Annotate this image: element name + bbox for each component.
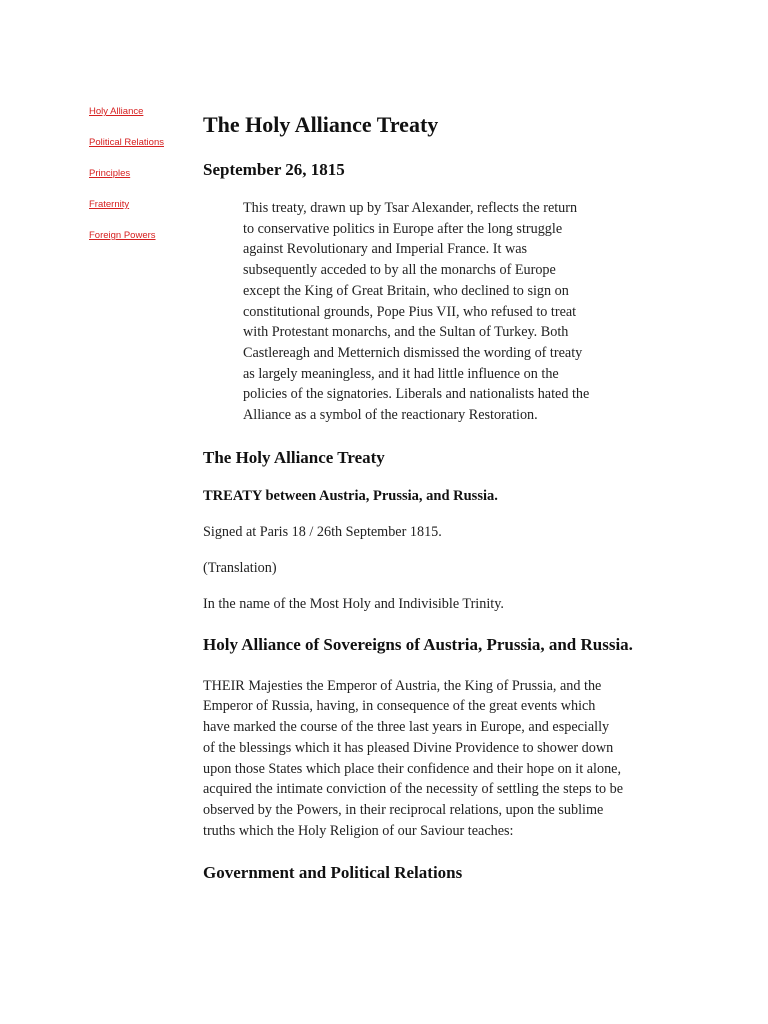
page-title: The Holy Alliance Treaty (203, 112, 439, 137)
nav-link-fraternity[interactable]: Fraternity (89, 199, 130, 210)
section-heading-sovereigns: Holy Alliance of Sovereigns of Austria, Prussia, and Russia. (203, 634, 633, 654)
treaty-subtitle: TREATY between Austria, Prussia, and Russia. (203, 487, 498, 504)
preamble-line: observed by the Powers, in their reciprocal relations, upon the sublime (203, 801, 604, 818)
intro-line: subsequently acceded to by all the monarchs of Europe (243, 262, 556, 279)
nav-link-political-relations[interactable]: Political Relations (89, 137, 164, 148)
intro-line: against Revolutionary and Imperial France. It was (243, 241, 528, 258)
preamble-line: Emperor of Russia, having, in consequence of the great events which (203, 698, 596, 715)
section-heading-government: Government and Political Relations (203, 863, 463, 883)
nav-link-holy-alliance[interactable]: Holy Alliance (89, 106, 144, 117)
preamble-line: of the blessings which it has pleased Divine Providence to shower down (203, 739, 614, 756)
intro-line: with Protestant monarchs, and the Sultan of Turkey. Both (243, 324, 569, 341)
invocation-line: In the name of the Most Holy and Indivisible Trinity. (203, 595, 504, 612)
treaty-date: September 26, 1815 (203, 160, 345, 179)
sidebar-nav (89, 106, 189, 261)
main-content (203, 110, 693, 885)
intro-paragraph (243, 198, 641, 426)
preamble-line: upon those States which place their confidence and their hope on it alone, (203, 760, 622, 777)
intro-line: policies of the signatories. Liberals and nationalists hated the (243, 386, 590, 403)
preamble-line: have marked the course of the three last years in Europe, and especially (203, 719, 610, 736)
nav-link-principles[interactable]: Principles (89, 168, 131, 179)
preamble-line: acquired the intimate conviction of the necessity of settling the steps to be (203, 781, 623, 798)
intro-line: Alliance as a symbol of the reactionary Restoration. (243, 407, 538, 424)
intro-line: as largely meaningless, and it had little influence on the (243, 365, 559, 382)
translation-note: (Translation) (203, 559, 277, 576)
nav-link-foreign-powers[interactable]: Foreign Powers (89, 230, 156, 241)
intro-line: except the King of Great Britain, who declined to sign on (243, 282, 569, 299)
intro-line: Castlereagh and Metternich dismissed the wording of treaty (243, 344, 583, 361)
signed-line: Signed at Paris 18 / 26th September 1815. (203, 523, 442, 540)
section-heading-treaty: The Holy Alliance Treaty (203, 447, 385, 467)
intro-line: This treaty, drawn up by Tsar Alexander, reflects the return (243, 200, 578, 216)
intro-line: constitutional grounds, Pope Pius VII, who refused to treat (243, 303, 577, 320)
preamble-line: truths which the Holy Religion of our Saviour teaches: (203, 822, 514, 839)
preamble-line: THEIR Majesties the Emperor of Austria, the King of Prussia, and the (203, 677, 602, 694)
preamble-paragraph (203, 676, 683, 842)
intro-line: to conservative politics in Europe after the long struggle (243, 220, 563, 237)
